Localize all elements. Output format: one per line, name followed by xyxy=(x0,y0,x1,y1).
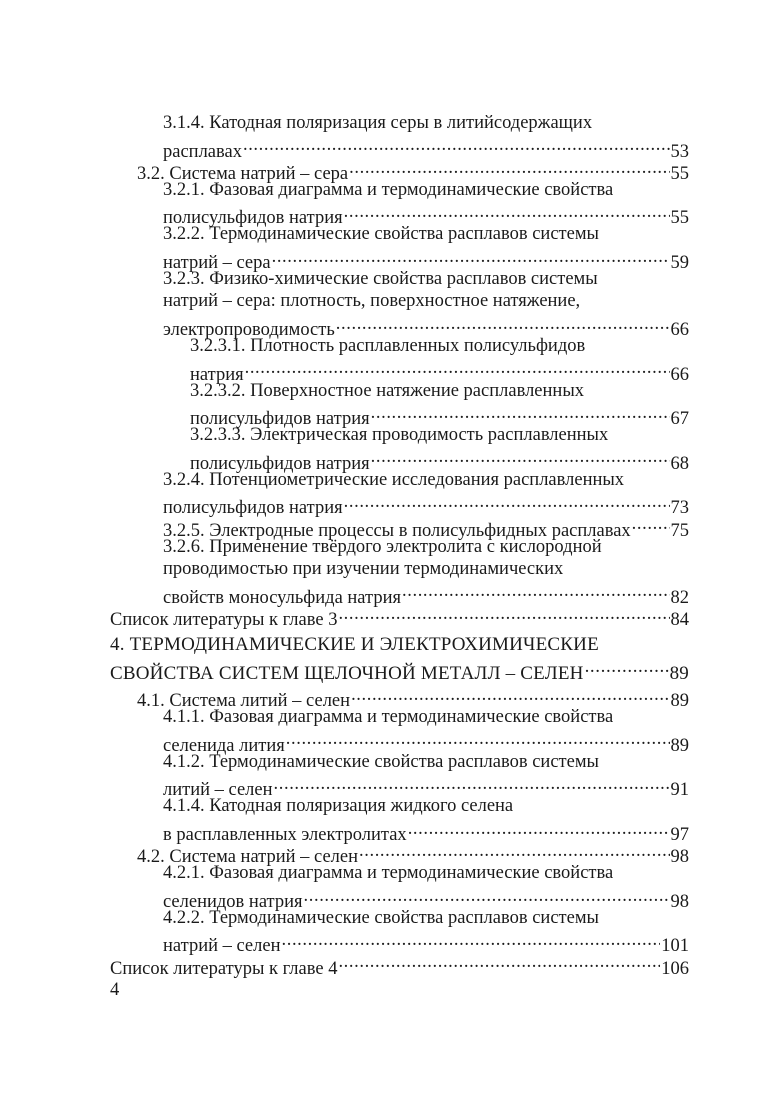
page-ref: 89 xyxy=(670,691,689,712)
leader-dots xyxy=(371,446,670,468)
page-ref: 82 xyxy=(670,587,689,608)
page-ref: 98 xyxy=(670,891,689,912)
toc-entry-text: электропроводимость xyxy=(163,319,335,340)
toc-entry-text: 3.2.2. Термодинамические свойства расплавов системы xyxy=(163,224,599,245)
toc-entry xyxy=(163,268,778,290)
toc-entry-text: полисульфидов натрия xyxy=(190,409,370,430)
toc-entry-text: натрия xyxy=(190,364,244,385)
toc-entry-text: 4.1.2. Термодинамические свойства расплавов системы xyxy=(163,751,599,772)
page-ref: 84 xyxy=(670,609,689,630)
toc-entry xyxy=(137,157,689,184)
toc-entry-text: Список литературы к главе 3 xyxy=(110,609,338,630)
toc-entry xyxy=(163,580,689,608)
page-ref: 91 xyxy=(670,780,689,801)
page-ref: 89 xyxy=(670,735,689,756)
page-ref: 55 xyxy=(670,163,689,184)
leader-dots xyxy=(585,656,669,678)
toc-entry xyxy=(163,818,689,845)
page-ref: 97 xyxy=(670,824,689,845)
page-ref: 59 xyxy=(670,253,689,274)
toc-entry-text: 4.1. Система литий – селен xyxy=(137,691,351,712)
toc-entry xyxy=(163,469,778,491)
toc-entry xyxy=(163,862,778,884)
toc-entry xyxy=(190,357,689,385)
toc-section-3 xyxy=(0,112,778,630)
leader-dots xyxy=(349,157,669,179)
toc-entry-text: расплавах xyxy=(163,141,242,162)
toc-entry xyxy=(110,951,689,979)
toc-entry-text: 3.2.4. Потенциометрические исследования расплавленных xyxy=(163,469,625,490)
toc-entry xyxy=(163,290,778,312)
page-number: 4 xyxy=(110,980,120,1000)
toc-entry-text: в расплавленных электролитах xyxy=(163,824,407,845)
page-ref: 106 xyxy=(661,958,689,979)
toc-entry xyxy=(163,795,778,817)
toc-entry-text: полисульфидов натрия xyxy=(163,208,343,229)
leader-dots xyxy=(371,402,670,424)
leader-dots xyxy=(245,357,670,379)
leader-dots xyxy=(338,951,660,973)
toc-entry xyxy=(163,907,778,929)
toc-entry-text: полисульфидов натрия xyxy=(190,453,370,474)
toc-entry-text: селенида лития xyxy=(163,735,285,756)
leader-dots xyxy=(338,603,669,625)
toc-entry-text: 3.2.5. Электродные процессы в полисульфидных расплавах xyxy=(163,520,631,541)
page-ref: 98 xyxy=(670,847,689,868)
page-ref: 73 xyxy=(670,498,689,519)
leader-dots xyxy=(286,728,670,750)
page-ref: 55 xyxy=(670,208,689,229)
toc-entry xyxy=(137,840,689,868)
toc-entry xyxy=(190,380,778,402)
toc-entry-text: 3.2.3.1. Плотность расплавленных полисульфидов xyxy=(190,335,586,356)
toc-entry-text: 3.2.3. Физико-химические свойства расплавов системы xyxy=(163,269,598,290)
leader-dots xyxy=(304,885,670,907)
toc-entry-text: Список литературы к главе 4 xyxy=(110,958,338,979)
toc-entry xyxy=(163,179,778,201)
leader-dots xyxy=(344,491,670,513)
page-ref: 101 xyxy=(661,936,689,957)
toc-entry xyxy=(163,728,689,756)
leader-dots xyxy=(243,134,670,156)
toc-entry-text: натрий – сера xyxy=(163,253,271,274)
toc-entry xyxy=(163,223,778,245)
toc-entry xyxy=(163,134,689,162)
chapter-heading-line-2 xyxy=(110,656,689,684)
toc-entry xyxy=(190,402,689,430)
toc-entry xyxy=(190,424,778,446)
toc-entry-text: 4.2.1. Фазовая диаграмма и термодинамические свойства xyxy=(163,863,614,884)
toc-entry-text: свойств моносульфида натрия xyxy=(163,587,402,608)
toc-entry-text: проводимостью при изучении термодинамических xyxy=(163,558,564,579)
leader-dots xyxy=(336,313,670,335)
toc-entry xyxy=(163,929,689,957)
toc-entry-text: 4.1.4. Катодная поляризация жидкого селена xyxy=(163,796,514,817)
toc-entry xyxy=(163,885,689,912)
page-ref: 68 xyxy=(670,453,689,474)
leader-dots xyxy=(408,818,670,840)
leader-dots xyxy=(272,246,670,268)
page-ref: 67 xyxy=(670,409,689,430)
toc-entry xyxy=(163,751,778,773)
leader-dots xyxy=(359,840,669,862)
toc-entry-text: 3.2.6. Применение твёрдого электролита с кислородной xyxy=(163,536,602,557)
toc-entry xyxy=(163,558,778,580)
toc-entry xyxy=(163,513,689,541)
toc-entry-text: 3.2.1. Фазовая диаграмма и термодинамические свойства xyxy=(163,179,614,200)
toc-entry-text: 3.1.4. Катодная поляризация серы в литийсодержащих xyxy=(163,113,593,133)
toc-entry xyxy=(163,491,689,519)
table-of-contents xyxy=(0,112,778,979)
toc-entry-text: литий – селен xyxy=(163,780,273,801)
toc-entry xyxy=(163,246,689,274)
toc-entry-text: полисульфидов натрия xyxy=(163,498,343,519)
page-ref: 66 xyxy=(670,364,689,385)
leader-dots xyxy=(351,684,669,706)
page-ref: 53 xyxy=(670,141,689,162)
toc-section-4 xyxy=(0,684,778,979)
toc-entry xyxy=(163,112,778,134)
leader-dots xyxy=(402,580,669,602)
toc-entry xyxy=(137,684,689,712)
leader-dots xyxy=(282,929,661,951)
leader-dots xyxy=(274,773,670,795)
chapter-heading-line-1: 4. ТЕРМОДИНАМИЧЕСКИЕ И ЭЛЕКТРОХИМИЧЕСКИЕ xyxy=(110,633,599,655)
toc-entry xyxy=(163,706,778,728)
toc-entry xyxy=(163,313,689,340)
toc-entry-text: 4.2. Система натрий – селен xyxy=(137,847,359,868)
toc-entry xyxy=(163,201,689,229)
leader-dots xyxy=(344,201,670,223)
toc-entry xyxy=(190,335,778,357)
page-ref: 89 xyxy=(669,662,689,684)
toc-entry xyxy=(110,603,689,630)
toc-entry-text: 3.2.3.3. Электрическая проводимость расплавленных xyxy=(190,425,609,446)
toc-entry-text: 4.1.1. Фазовая диаграмма и термодинамические свойства xyxy=(163,707,614,728)
leader-dots xyxy=(632,513,670,535)
toc-entry-text: натрий – селен xyxy=(163,936,281,957)
chapter-heading-text: СВОЙСТВА СИСТЕМ ЩЕЛОЧНОЙ МЕТАЛЛ – СЕЛЕН xyxy=(110,662,584,684)
toc-entry xyxy=(190,446,689,474)
toc-entry-text: 3.2. Система натрий – сера xyxy=(137,163,349,184)
toc-entry-text: 4.2.2. Термодинамические свойства расплавов системы xyxy=(163,907,599,928)
page-ref: 75 xyxy=(670,520,689,541)
toc-entry xyxy=(163,536,778,558)
page-ref: 66 xyxy=(670,319,689,340)
toc-entry-text: 3.2.3.2. Поверхностное натяжение расплавленных xyxy=(190,380,584,401)
toc-entry-text: натрий – сера: плотность, поверхностное натяжение, xyxy=(163,291,581,312)
toc-entry xyxy=(163,773,689,801)
toc-entry-text: селенидов натрия xyxy=(163,891,303,912)
